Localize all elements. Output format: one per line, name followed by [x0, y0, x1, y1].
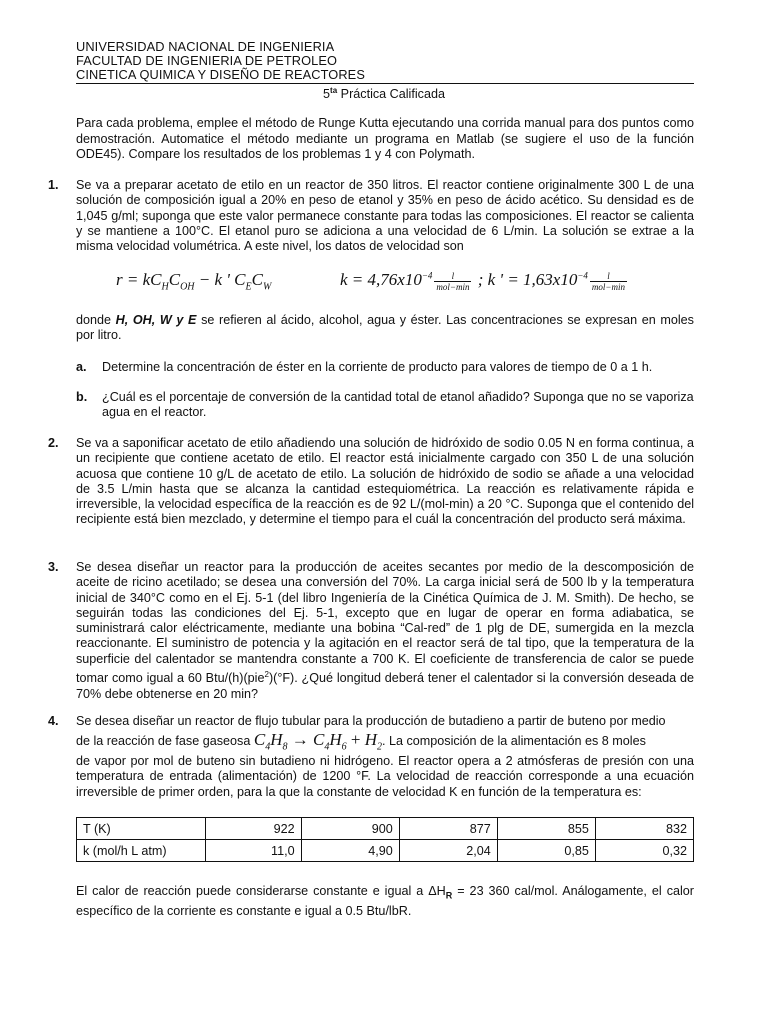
practice-ordinal: ta [330, 86, 338, 95]
unit-fraction-2: $\frac{l}{\text{mol−min}}$ [591, 270, 625, 292]
table-cell: 0,32 [595, 840, 693, 862]
problem-2-text: Se va a saponificar acetato de etilo añadiendo una solución de hidróxido de sodio 0.05 N en forma continua, a un recipiente que contiene acetato de etilo. El reactor está inicialmente cargado con 350 L de una solución acuosa que contiene 10 g/L de acetato de etilo. La solución de hidróxido de sodio se añade a una velocidad de 3.5 L/min hasta que se alcanza la cantidad estequiométrica. La reacción es relativamente rápida e irreversible, la velocidad específica de la reacción es de 92 L/(mol-min) a 20 °C. Suponga que el contenido del recipiente está bien mezclado, y determine el tiempo para el cuál la concentración del producto será máxima. [76, 436, 694, 527]
header-rule [76, 83, 694, 84]
unit-fraction: $\frac{l}{\text{mol−min}}$ [436, 270, 470, 292]
table-cell: 0,85 [497, 840, 595, 862]
problem-3-number: 3. [48, 560, 59, 574]
problem-4-reaction-line: de la reacción de fase gaseosa $C_4H_8 \to C_4H_6 + H_2$. La composición de la alimentación es 8 moles [76, 730, 646, 753]
practice-label: Práctica Calificada [337, 87, 445, 102]
problem-1-number: 1. [48, 178, 59, 192]
problem-1b-label: b. [76, 390, 88, 404]
table-cell: 855 [497, 818, 595, 840]
faculty-name: FACULTAD DE INGENIERIA DE PETROLEO [76, 53, 338, 68]
rate-equation: $r = kC_HC_{OH} - k$ ' $C_EC_W$ [116, 270, 272, 293]
table-cell: 832 [595, 818, 693, 840]
problem-4-text: de vapor por mol de buteno sin butadieno ni hidrógeno. El reactor opera a 2 atmósferas de presión con una temperatura de entrada (alimentación) de 1200 °F. La velocidad de reacción corresponde a una ecuación irreversible de primer orden, para la que la constante de velocidad K en función de la temperatura es: [76, 754, 694, 799]
table-row [77, 818, 694, 840]
table-cell: 900 [301, 818, 399, 840]
problem-1-variables-note: donde H, OH, W y E se refieren al ácido, alcohol, agua y éster. Las concentraciones se expresan en moles por litro. [76, 313, 694, 343]
reaction-equation: $C_4H_8 \to C_4H_6 + H_2$ [253, 730, 382, 753]
problem-4-heat-note: El calor de reacción puede considerarse constante e igual a $\Delta H_R = 23$ 360 cal/mol. Análogamente, el calor específico de la corriente es constante e igual a 0.5 Btu/lbR. [76, 884, 694, 918]
problem-4-line1: Se desea diseñar un reactor de flujo tubular para la producción de butadieno a partir de buteno por medio [76, 714, 666, 728]
table-cell: 2,04 [399, 840, 497, 862]
table-cell: 877 [399, 818, 497, 840]
problem-1b-text: ¿Cuál es el porcentaje de conversión de la cantidad total de etanol añadido? Suponga que no se vaporiza agua en el reactor. [102, 390, 694, 420]
university-name: UNIVERSIDAD NACIONAL DE INGENIERIA [76, 39, 335, 54]
table-cell: 922 [206, 818, 302, 840]
rate-constant-table [76, 817, 694, 862]
problem-1a-text: Determine la concentración de éster en la corriente de producto para valores de tiempo de 0 a 1 h. [102, 360, 653, 374]
problem-1a-label: a. [76, 360, 87, 374]
document-header [76, 40, 365, 82]
table-cell: T (K) [77, 818, 206, 840]
problem-1-text: Se va a preparar acetato de etilo en un reactor de 350 litros. El reactor contiene originalmente 300 L de una solución de composición igual a 20% en peso de etanol y 35% en peso de ácido acético. Su densidad es de 1,045 g/ml; suponga que este valor permanece constante para todas las composiciones. El reactor se calienta y se mantiene a 100°C. El etanol puro se adiciona a una velocidad de 6 L/min. La solución se extrae a la misma velocidad volumétrica. A este nivel, los datos de velocidad son [76, 178, 694, 254]
rate-constants-equation: $k = 4,76x10^{-4}$ $\frac{l}{\text{mol−min}}$ ; k ' = $1,63x10^{-4}$ $\frac{l}{\text{mol−min}}$ [340, 270, 625, 292]
table-cell: 4,90 [301, 840, 399, 862]
instructions-paragraph: Para cada problema, emplee el método de Runge Kutta ejecutando una corrida manual para dos puntos como demostración. Automatice el método mediante un programa en Matlab (se sugiere el uso de la función ODE45). Compare los resultados de los problemas 1 y 4 con Polymath. [76, 116, 694, 161]
problem-3-text: Se desea diseñar un reactor para la producción de aceites secantes por medio de la descomposición de aceite de ricino acetilado; se desea una conversión del 70%. La carga inicial será de 500 lb y la temperatura inicial de 340°C como en el Ej. 5-1 (del libro Ingeniería de la Cinética Química de J. M. Smith). De hecho, se seguirán todas las condiciones del Ej. 5-1, excepto que en lugar de operar en forma adiabatica, se suministrará calor eléctricamente, mediante una bobina “Cal-red” de 1 plg de DE, sumergida en la mezcla reaccionante. El suministro de potencia y la agitación en el reactor será de tal tipo, que la temperatura de la superficie del calentador se mantendra constante a 700 K. El coeficiente de transferencia de calor se puede tomar como igual a 60 Btu/(h)(pie$^2$)(°F). ¿Qué longitud deberá tener el calentador si la conversión deseada de 70% debe obtenerse en 20 min? [76, 560, 694, 701]
table-cell: k (mol/h L atm) [77, 840, 206, 862]
course-name: CINETICA QUIMICA Y DISEÑO DE REACTORES [76, 67, 365, 82]
problem-4-number: 4. [48, 714, 59, 728]
table-cell: 11,0 [206, 840, 302, 862]
practice-number: 5 [323, 87, 331, 102]
problem-2-number: 2. [48, 436, 59, 450]
practice-title [0, 86, 768, 101]
table-row [77, 840, 694, 862]
